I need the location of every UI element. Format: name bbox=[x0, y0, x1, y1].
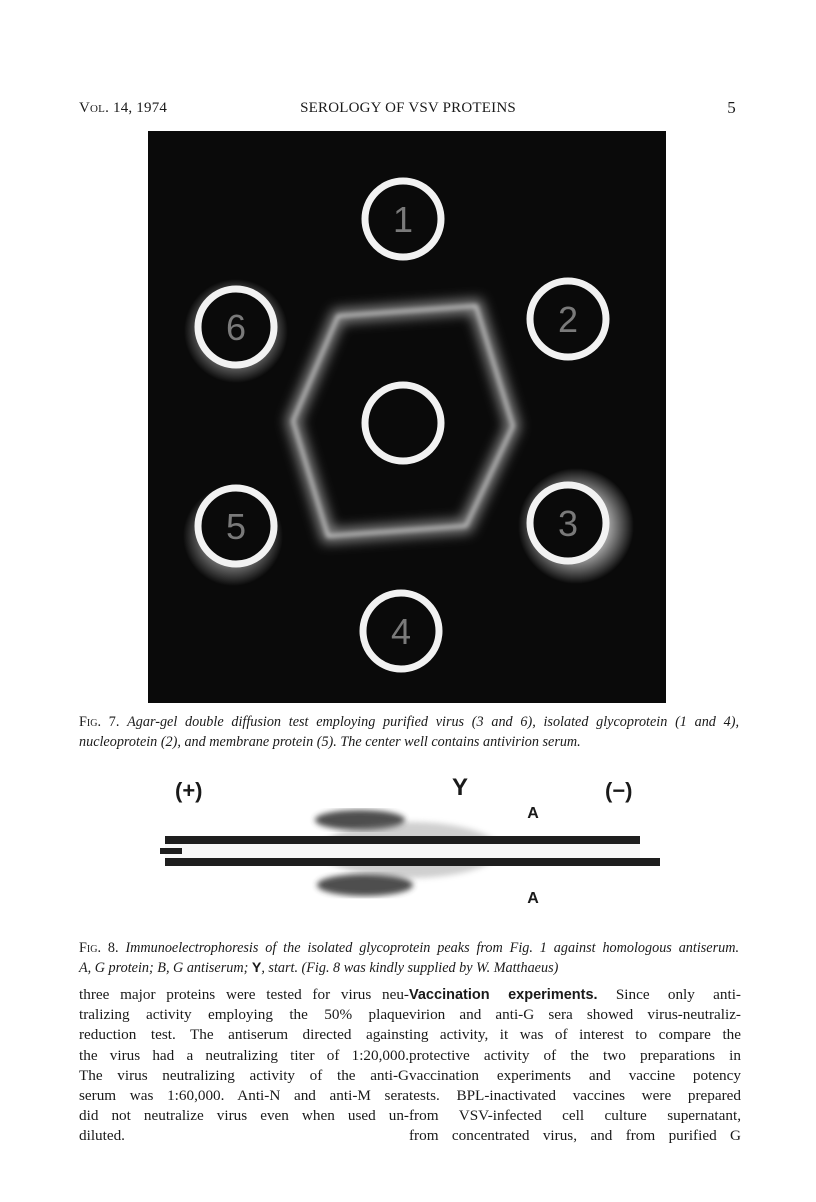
right-line-6: tests. BPL-inactivated vaccines were prepared bbox=[409, 1087, 741, 1105]
right-line-3: ing activity, it was of interest to compare the bbox=[409, 1026, 741, 1044]
left-line-3: reduction test. The antiserum directed against bbox=[79, 1026, 409, 1044]
well-4-label: 4 bbox=[390, 611, 412, 652]
running-header-title: SEROLOGY OF VSV PROTEINS bbox=[300, 100, 516, 116]
label-a-bottom: A bbox=[527, 890, 539, 907]
well-1-label: 1 bbox=[392, 199, 414, 240]
well-1 bbox=[365, 181, 441, 257]
left-line-2: tralizing activity employing the 50% plaque bbox=[79, 1006, 409, 1024]
center-well bbox=[365, 385, 441, 461]
left-line-8: diluted. bbox=[79, 1127, 125, 1145]
minus-pole-label: (−) bbox=[605, 778, 633, 803]
figure-8-caption-line-2b: , start. (Fig. 8 was kindly supplied by W. Matthaeus) bbox=[261, 960, 559, 976]
right-line-4: protective activity of the two preparations in bbox=[409, 1046, 741, 1064]
page-number: 5 bbox=[727, 98, 736, 117]
right-line-8: from concentrated virus, and from purified G bbox=[409, 1127, 741, 1145]
left-line-4: the virus had a neutralizing titer of 1:20,000. bbox=[79, 1046, 409, 1064]
figure-7-agar-gel-image bbox=[148, 131, 666, 703]
left-line-7: did not neutralize virus even when used un- bbox=[79, 1107, 409, 1125]
well-3-label: 3 bbox=[557, 503, 579, 544]
well-5 bbox=[198, 488, 274, 564]
well-3 bbox=[530, 485, 606, 561]
figure-7-caption-line-2: nucleoprotein (2), and membrane protein (5). The center well contains antivirion serum. bbox=[79, 734, 581, 750]
left-line-5: The virus neutralizing activity of the anti-G bbox=[79, 1066, 409, 1084]
figure-8-caption-line-2a: A, G protein; B, G antiserum; bbox=[79, 960, 252, 976]
trough-upper-edge bbox=[165, 836, 640, 844]
figure-8-caption-label: Fig. 8. bbox=[79, 940, 119, 956]
figure-7-caption-line-1: Agar-gel double diffusion test employing purified virus (3 and 6), isolated glycoprotein (1 and 4), bbox=[127, 714, 740, 730]
figure-8-caption-line-1: Immunoelectrophoresis of the isolated glycoprotein peaks from Fig. 1 against homologous antiserum. bbox=[125, 940, 739, 956]
well-2-label: 2 bbox=[557, 299, 579, 340]
well-5-label: 5 bbox=[225, 506, 247, 547]
well-4 bbox=[363, 593, 439, 669]
start-symbol: Y bbox=[451, 774, 469, 801]
body-text-right-column bbox=[409, 985, 741, 1147]
trough-lower-edge bbox=[165, 858, 660, 866]
figure-7-caption-label: Fig. 7. bbox=[79, 714, 120, 730]
start-symbol-inline: Y bbox=[251, 960, 262, 976]
figure-7-caption bbox=[79, 712, 739, 752]
right-line-7: from VSV-infected cell culture supernatant, bbox=[409, 1107, 741, 1125]
body-text-left-column bbox=[79, 985, 409, 1147]
left-line-1: three major proteins were tested for virus neu- bbox=[79, 986, 409, 1003]
section-heading-vaccination: Vaccination experiments. bbox=[409, 987, 598, 1003]
running-header-volume: Vol. 14, 1974 bbox=[79, 100, 168, 116]
label-a-top: A bbox=[527, 805, 539, 822]
right-line-5: vaccination experiments and vaccine potency bbox=[409, 1066, 741, 1084]
right-line-1-rest: Since only anti- bbox=[597, 986, 741, 1003]
antiserum-trough bbox=[165, 844, 640, 858]
figure-8-immunoelectrophoresis-image bbox=[150, 770, 670, 920]
right-line-2: virion and anti-G sera showed virus-neutraliz- bbox=[409, 1006, 741, 1024]
left-line-6: serum was 1:60,000. Anti-N and anti-M sera bbox=[79, 1087, 409, 1105]
well-2 bbox=[530, 281, 606, 357]
well-6-label: 6 bbox=[225, 307, 247, 348]
figure-8-caption bbox=[79, 938, 739, 978]
well-6 bbox=[198, 289, 274, 365]
plus-pole-label: (+) bbox=[175, 778, 203, 803]
